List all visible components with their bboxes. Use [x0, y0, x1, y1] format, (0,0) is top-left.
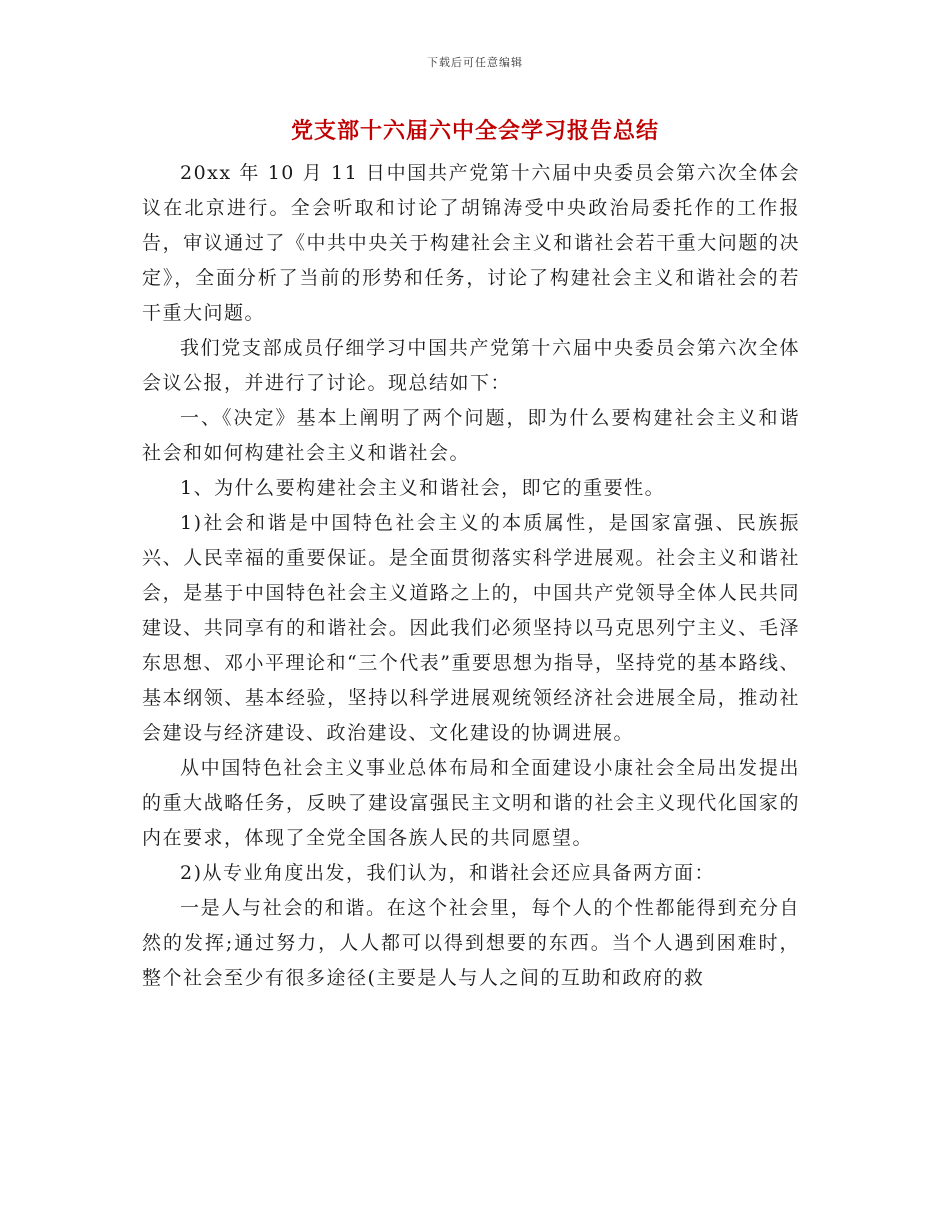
paragraph: 从中国特色社会主义事业总体布局和全面建设小康社会全局出发提出的重大战略任务，反映了建设富强民主文明和谐的社会主义现代化国家的内在要求，体现了全党全国各族人民的共同愿望。 [142, 757, 800, 849]
paragraph: 20xx 年 10 月 11 日中国共产党第十六届中央委员会第六次全体会议在北京进行。全会听取和讨论了胡锦涛受中央政治局委托作的工作报告，审议通过了《中共中央关于构建社会主义和谐社会若干重大问题的决定》，全面分析了当前的形势和任务，讨论了构建社会主义和谐社会的若干重大问题。 [142, 162, 800, 324]
paragraph: 1、为什么要构建社会主义和谐社会，即它的重要性。 [180, 477, 666, 499]
paragraph: 一是人与社会的和谐。在这个社会里，每个人的个性都能得到充分自然的发挥;通过努力，人人都可以得到想要的东西。当个人遇到困难时，整个社会至少有很多途径(主要是人与人之间的互助和政府的救 [142, 897, 800, 989]
document-body [142, 156, 800, 996]
document-title: 党支部十六届六中全会学习报告总结 [290, 119, 659, 144]
paragraph: 我们党支部成员仔细学习中国共产党第十六届中央委员会第六次全体会议公报，并进行了讨论。现总结如下： [142, 337, 800, 394]
header-note: 下载后可任意编辑 [427, 56, 523, 69]
paragraph: 1)社会和谐是中国特色社会主义的本质属性，是国家富强、民族振兴、人民幸福的重要保证。是全面贯彻落实科学进展观。社会主义和谐社会，是基于中国特色社会主义道路之上的，中国共产党领导全体人民共同建设、共同享有的和谐社会。因此我们必须坚持以马克思列宁主义、毛泽东思想、邓小平理论和“三个代表”重要思想为指导，坚持党的基本路线、基本纲领、基本经验，坚持以科学进展观统领经济社会进展全局，推动社会建设与经济建设、政治建设、文化建设的协调进展。 [142, 512, 800, 744]
paragraph: 一、《决定》基本上阐明了两个问题，即为什么要构建社会主义和谐社会和如何构建社会主义和谐社会。 [142, 407, 800, 464]
paragraph: 2)从专业角度出发，我们认为，和谐社会还应具备两方面： [180, 862, 716, 884]
